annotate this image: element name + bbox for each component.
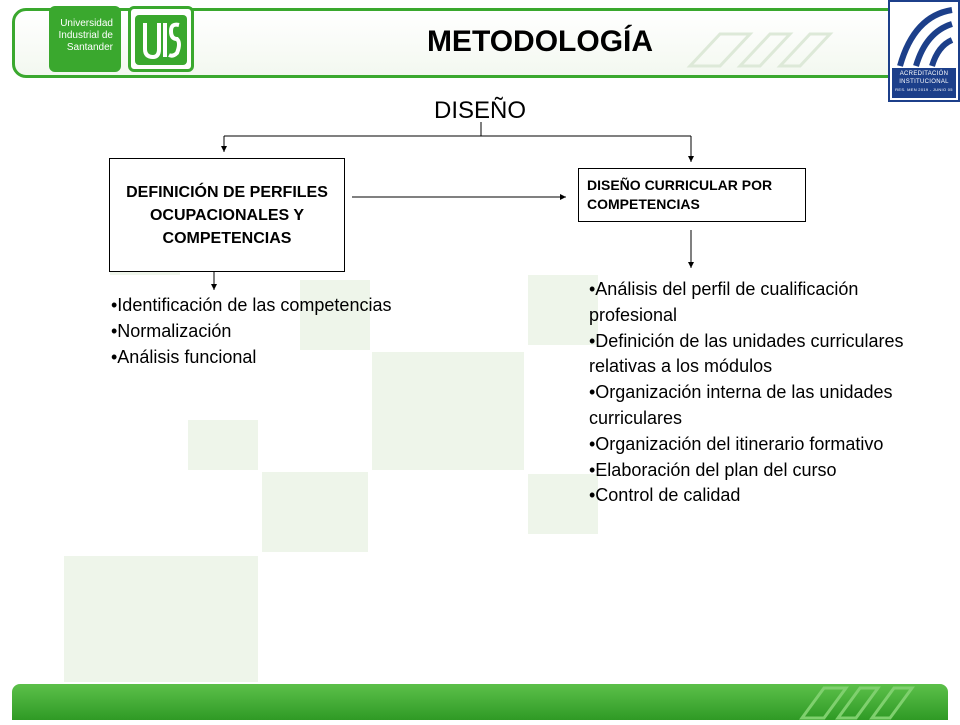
box-profile-definition-label: DEFINICIÓN DE PERFILES OCUPACIONALES Y COMPETENCIAS: [126, 183, 328, 247]
list-item: •Análisis funcional: [111, 347, 257, 367]
box-curricular-design-label: DISEÑO CURRICULAR POR COMPETENCIAS: [587, 177, 773, 212]
left-items-list: [111, 292, 471, 370]
list-item: •Definición de las unidades curriculares relativas a los módulos: [589, 330, 904, 377]
footer-bar: [12, 684, 948, 720]
accreditation-text: INSTITUCIONAL: [899, 79, 949, 85]
list-item: •Control de calidad: [589, 485, 741, 506]
university-logo-line: Santander: [66, 42, 113, 53]
right-items-list: [589, 277, 939, 509]
accreditation-text: ACREDITACIÓN: [899, 71, 949, 77]
accreditation-text: RES. MEN 2019 - JUNIO 05: [895, 87, 953, 92]
university-logo-line: Universidad: [60, 18, 113, 29]
footer-decoration: [12, 684, 948, 720]
root-node: DISEÑO: [433, 97, 526, 124]
list-item: •Organización del itinerario formativo: [589, 433, 884, 454]
list-item: •Análisis del perfil de cualificación profesional: [589, 279, 859, 325]
page-title: METODOLOGÍA: [426, 25, 654, 58]
list-item: •Identificación de las competencias: [111, 295, 392, 315]
box-curricular-design: [578, 168, 806, 222]
box-profile-definition: [109, 158, 345, 272]
list-item: •Elaboración del plan del curso: [589, 459, 837, 480]
list-item: •Organización interna de las unidades curriculares: [589, 382, 893, 428]
university-logo-line: Industrial de: [58, 30, 113, 41]
list-item: •Normalización: [111, 321, 232, 341]
